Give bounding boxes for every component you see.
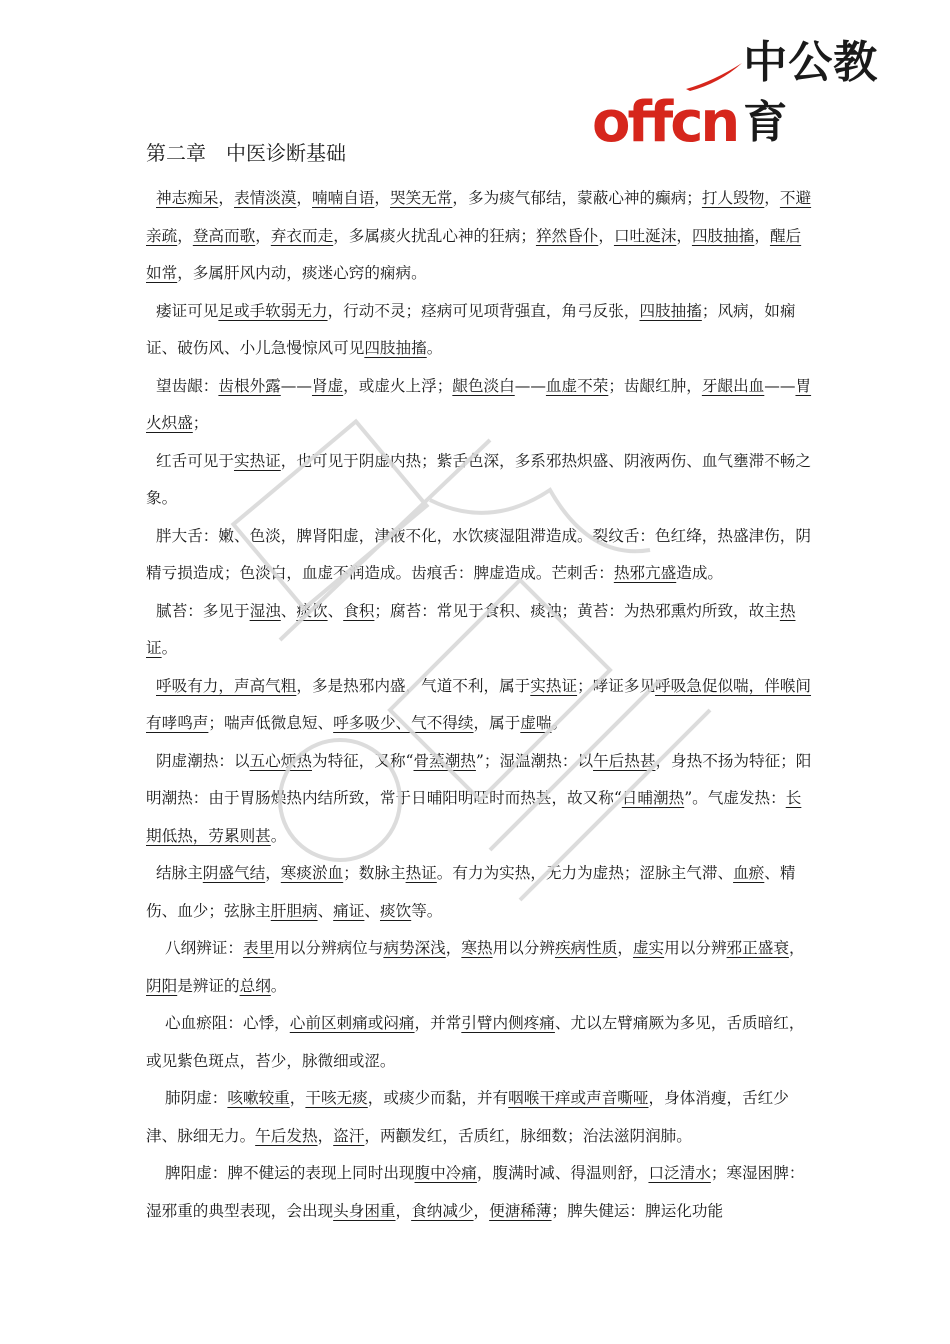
text-run: 、 xyxy=(364,901,380,920)
underlined-term: 食纳减少 xyxy=(411,1201,474,1220)
paragraph xyxy=(146,668,814,743)
text-run: 。 xyxy=(161,639,178,657)
text-run: ， xyxy=(764,189,780,207)
underlined-term: 虚实 xyxy=(632,939,665,957)
text-run: ，身热不扬为特征；阳明潮热：由于胃肠燥热内结所致，常于日晡阳明旺时而热甚，故又称“ xyxy=(146,751,812,807)
paragraph xyxy=(146,180,814,293)
text-run: ，并常 xyxy=(414,1014,462,1032)
underlined-term: 咽喉干痒或声音嘶哑 xyxy=(508,1089,649,1107)
text-run: 为特征，又称“ xyxy=(311,751,414,770)
text-run: ， xyxy=(255,226,271,245)
text-run: ， xyxy=(788,939,805,957)
text-run: ， xyxy=(289,1089,306,1107)
text-run: ， xyxy=(374,189,390,207)
paragraph xyxy=(146,293,814,368)
underlined-term: 猝然昏仆 xyxy=(535,226,599,245)
text-run: ；寒湿困脾：湿邪重的典型表现，会出现 xyxy=(146,1164,805,1220)
paragraph xyxy=(146,930,814,1005)
text-run: ，或虚火上浮； xyxy=(343,376,453,395)
underlined-term: 邪正盛衰 xyxy=(726,939,789,957)
underlined-term: 日晡潮热 xyxy=(621,789,685,807)
underlined-term: 肝胆病 xyxy=(270,901,318,920)
text-run: ，属于 xyxy=(473,714,521,732)
underlined-term: 弃衣而走 xyxy=(270,226,334,245)
underlined-term: 不避亲疏 xyxy=(146,189,812,245)
underlined-term: 四肢抽搐 xyxy=(691,226,755,245)
underlined-term: 口泛清水 xyxy=(648,1164,711,1182)
logo-latin-text: offcn xyxy=(592,90,738,155)
text-run: 八纲辨证： xyxy=(165,939,243,957)
text-run: 用以分辨 xyxy=(492,939,555,957)
text-run: ”；湿温潮热：以 xyxy=(475,751,594,770)
underlined-term: 血虚不荣 xyxy=(545,376,609,395)
text-run: ，两颧发红，舌质红，脉细数；治法滋阴润肺。 xyxy=(364,1126,692,1145)
text-run: ；数脉主 xyxy=(343,864,406,882)
underlined-term: 血瘀 xyxy=(733,864,765,882)
text-run: 。 xyxy=(551,714,568,732)
paragraph xyxy=(146,1080,814,1155)
underlined-term: 五心烦热 xyxy=(249,751,312,770)
text-run: ， xyxy=(445,939,462,957)
text-run: 结脉主 xyxy=(156,864,203,882)
underlined-term: 痰饮 xyxy=(379,901,412,920)
text-run: ，腹满时减、得温则舒， xyxy=(476,1164,649,1182)
paragraph xyxy=(146,743,814,856)
text-run: ， xyxy=(296,189,312,207)
underlined-term: 表情淡漠 xyxy=(234,189,297,207)
text-run: 用以分辨病位与 xyxy=(274,939,384,957)
underlined-term: 齿根外露 xyxy=(218,376,281,395)
underlined-term: 热证 xyxy=(146,601,796,657)
underlined-term: 引臂内侧疼痛 xyxy=(461,1014,555,1032)
underlined-term: 喃喃自语 xyxy=(312,189,375,207)
underlined-term: 痰饮 xyxy=(296,601,328,620)
underlined-term: 热证 xyxy=(405,864,437,882)
text-run: ，或痰少而黏，并有 xyxy=(367,1089,509,1107)
underlined-term: 痛证 xyxy=(333,901,365,920)
underlined-term: 湿浊 xyxy=(249,601,281,620)
offcn-logo xyxy=(592,37,922,155)
underlined-term: 呼吸有力，声高气粗 xyxy=(156,676,297,695)
underlined-term: 虚喘 xyxy=(520,714,552,732)
underlined-term: 干咳无痰 xyxy=(305,1089,368,1107)
text-run: ，多是热邪内盛，气道不利，属于 xyxy=(296,676,531,695)
paragraph xyxy=(146,443,814,518)
text-run: ；风病，如痫证、破伤风、小儿急慢惊风可见 xyxy=(146,301,796,357)
logo-swoosh-icon xyxy=(684,61,744,91)
text-run: ， xyxy=(598,226,614,245)
paragraph xyxy=(146,1005,814,1080)
text-run: 造成。 xyxy=(676,564,724,582)
text-run: 望齿龈： xyxy=(156,376,219,395)
underlined-term: 登高而歌 xyxy=(192,226,256,245)
underlined-term: 头身困重 xyxy=(333,1201,396,1220)
text-run: —— xyxy=(280,376,312,395)
underlined-term: 呼多吸少、气不得续 xyxy=(333,714,474,732)
text-run: ，行动不灵；痉病可见项背强直，角弓反张， xyxy=(327,301,640,320)
text-run: ；喘声低微息短、 xyxy=(208,714,334,732)
text-run: 、精伤、血少；弦脉主 xyxy=(146,864,796,920)
chapter-title: 第二章 中医诊断基础 xyxy=(146,141,346,165)
paragraph xyxy=(146,593,814,668)
text-run: ， xyxy=(617,939,633,957)
text-run: ；脾失健运：脾运化功能 xyxy=(551,1201,724,1220)
underlined-term: 长期低热，劳累则甚 xyxy=(146,789,802,845)
text-run: ，多属肝风内动，痰迷心窍的痫病。 xyxy=(177,264,427,282)
underlined-term: 午后发热 xyxy=(255,1126,318,1145)
underlined-term: 表里 xyxy=(242,939,275,957)
text-run: 脾阳虚：脾不健运的表现上同时出现 xyxy=(165,1164,415,1182)
text-run: 心血瘀阻：心悸， xyxy=(165,1014,290,1032)
text-run: 。 xyxy=(426,339,443,357)
text-run: 。 xyxy=(270,826,287,845)
underlined-term: 龈色淡白 xyxy=(452,376,515,395)
text-run: 红舌可见于 xyxy=(156,451,234,470)
text-run: ， xyxy=(395,1201,412,1220)
underlined-term: 午后热甚 xyxy=(593,751,656,770)
underlined-term: 疾病性质 xyxy=(554,939,618,957)
paragraph xyxy=(146,1155,814,1230)
underlined-term: 心前区刺痛或闷痛 xyxy=(289,1014,415,1032)
text-run: ， xyxy=(473,1201,490,1220)
text-run: ， xyxy=(317,1126,334,1145)
underlined-term: 醒后如常 xyxy=(146,226,802,282)
underlined-term: 实热证 xyxy=(233,451,281,470)
underlined-term: 热邪亢盛 xyxy=(613,564,677,582)
text-run: ；腐苔：常见于食积、痰浊；黄苔：为热邪熏灼所致，故主 xyxy=(374,601,780,620)
paragraph xyxy=(146,518,814,593)
text-run: 、 xyxy=(327,601,344,620)
text-run: ；齿龈红肿， xyxy=(608,376,702,395)
text-run: 阴虚潮热：以 xyxy=(156,751,250,770)
underlined-term: 阴阳 xyxy=(146,976,178,995)
underlined-term: 阴盛气结 xyxy=(202,864,266,882)
text-run: 是辨证的 xyxy=(177,976,240,995)
text-run: 用以分辨 xyxy=(664,939,727,957)
text-run: ， xyxy=(265,864,281,882)
underlined-term: 盗汗 xyxy=(333,1126,365,1145)
underlined-term: 胃火炽盛 xyxy=(146,376,812,432)
underlined-term: 实热证 xyxy=(530,676,578,695)
text-run: ，也可见于阴虚内热；紫舌色深，多系邪热炽盛、阴液两伤、血气壅滞不畅之象。 xyxy=(146,451,811,507)
text-run: 胖大舌：嫩、色淡，脾肾阳虚，津液不化，水饮痰湿阻滞造成。裂纹舌：色红绛，热盛津伤，阴精亏损造成；色淡白，血虚不润造成。齿痕舌：脾虚造成。芒刺舌： xyxy=(146,526,811,582)
underlined-term: 足或手软弱无力 xyxy=(218,301,328,320)
logo-chinese-text: 中公教育 xyxy=(743,37,879,148)
text-run: 痿证可见 xyxy=(156,301,219,320)
text-run: ；哮证多见 xyxy=(577,676,656,695)
text-run: 、尤以左臂痛厥为多见，舌质暗红，或见紫色斑点，苔少，脉微细或涩。 xyxy=(146,1014,805,1070)
text-run: 腻苔：多见于 xyxy=(156,601,250,620)
text-run: ， xyxy=(218,189,234,207)
document-body xyxy=(146,180,814,1230)
underlined-term: 神志痴呆 xyxy=(156,189,219,207)
text-run: 。有力为实热，无力为虚热；涩脉主气滞、 xyxy=(436,864,734,882)
underlined-term: 哭笑无常 xyxy=(390,189,453,207)
text-run: ， xyxy=(177,226,193,245)
underlined-term: 四肢抽搐 xyxy=(639,301,702,320)
text-run: —— xyxy=(514,376,546,395)
underlined-term: 腹中冷痛 xyxy=(414,1164,477,1182)
paragraph xyxy=(146,368,814,443)
underlined-term: 病势深浅 xyxy=(383,939,446,957)
underlined-term: 总纲 xyxy=(239,976,271,995)
text-run: ”。气虚发热： xyxy=(684,789,786,807)
text-run: 。 xyxy=(270,976,287,995)
text-run: ，多为痰气郁结，蒙蔽心神的癫病； xyxy=(452,189,702,207)
underlined-term: 寒热 xyxy=(461,939,493,957)
underlined-term: 食积 xyxy=(343,601,375,620)
underlined-term: 咳嗽较重 xyxy=(227,1089,290,1107)
text-run: 等。 xyxy=(411,901,443,920)
underlined-term: 四肢抽搐 xyxy=(364,339,427,357)
underlined-term: 肾虚 xyxy=(311,376,344,395)
text-run: 、 xyxy=(280,601,297,620)
text-run: ； xyxy=(192,414,209,432)
underlined-term: 寒痰淤血 xyxy=(280,864,344,882)
underlined-term: 打人毁物 xyxy=(701,189,765,207)
underlined-term: 呼吸急促似喘，伴喉间有哮鸣声 xyxy=(146,676,812,732)
underlined-term: 口吐涎沫 xyxy=(613,226,677,245)
underlined-term: 骨蒸潮热 xyxy=(413,751,476,770)
text-run: —— xyxy=(764,376,796,395)
text-run: ，身体消瘦，舌红少津、脉细无力。 xyxy=(146,1089,789,1145)
underlined-term: 便溏稀薄 xyxy=(489,1201,552,1220)
text-run: ，多属痰火扰乱心神的狂病； xyxy=(333,226,536,245)
text-run: 、 xyxy=(317,901,334,920)
paragraph xyxy=(146,855,814,930)
underlined-term: 牙龈出血 xyxy=(701,376,765,395)
text-run: 肺阴虚： xyxy=(165,1089,228,1107)
text-run: ， xyxy=(676,226,692,245)
text-run: ， xyxy=(754,226,770,245)
